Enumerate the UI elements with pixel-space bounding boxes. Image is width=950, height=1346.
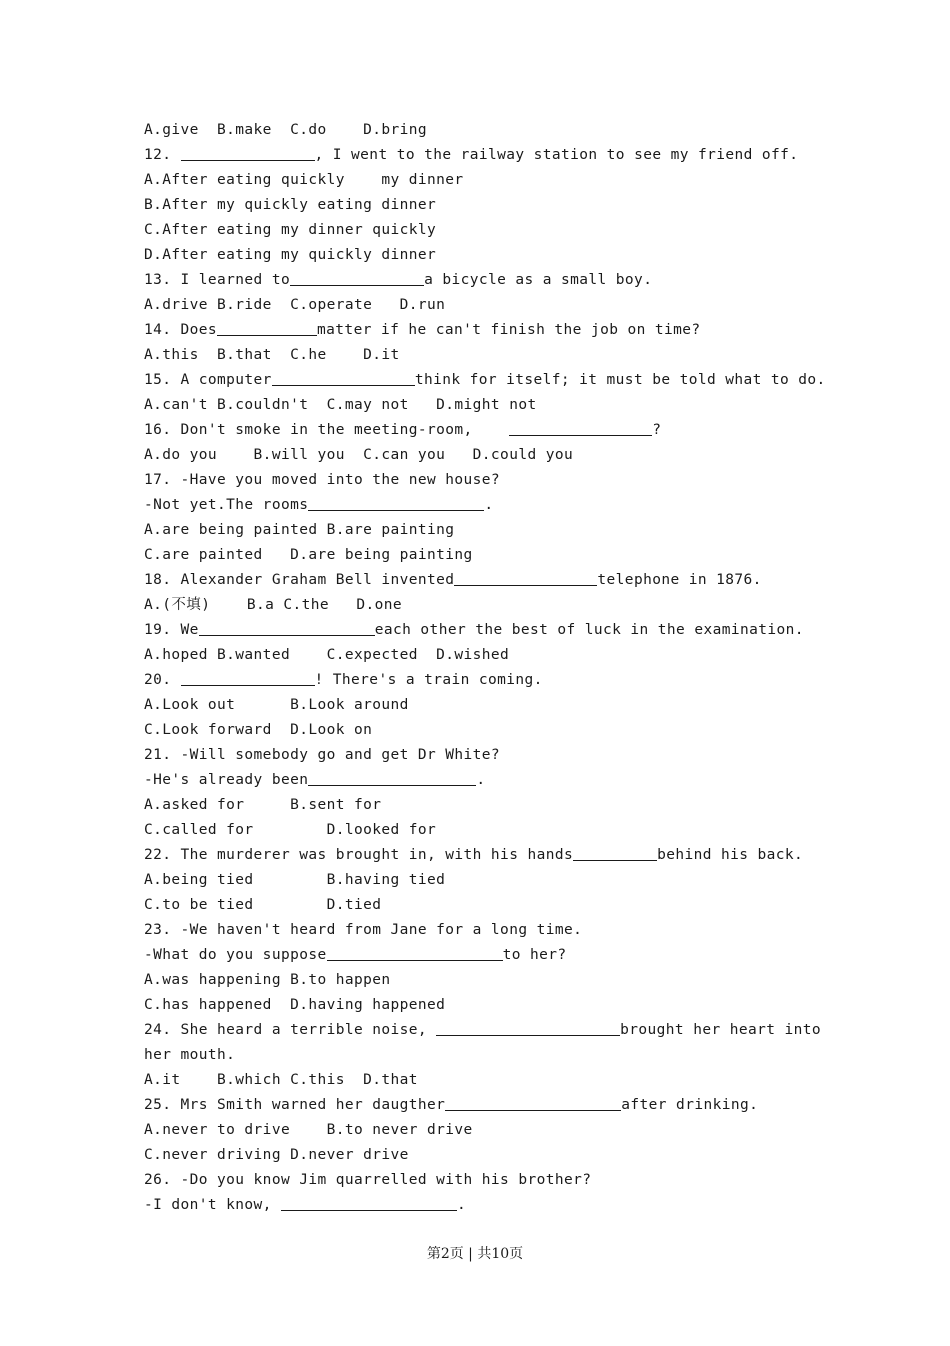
line-text-after-blank: matter if he can't finish the job on time?: [317, 322, 701, 338]
line-text: 18. Alexander Graham Bell invented: [144, 572, 455, 588]
answer-blank: [573, 844, 657, 861]
line-text: A.are being painted B.are painting: [144, 522, 455, 538]
answer-blank: [454, 569, 597, 586]
answer-blank: [217, 319, 317, 336]
line-text: A.hoped B.wanted C.expected D.wished: [144, 647, 510, 663]
text-line: [144, 543, 804, 568]
text-line: [144, 318, 804, 343]
text-line: [144, 1118, 804, 1143]
text-line: [144, 718, 804, 743]
text-line: [144, 418, 804, 443]
line-text-after-blank: think for itself; it must be told what to do.: [414, 372, 826, 388]
text-line: [144, 1093, 804, 1118]
text-line: [144, 918, 804, 943]
text-line: [144, 968, 804, 993]
answer-blank: [181, 669, 315, 686]
text-line: [144, 343, 804, 368]
line-text: 20.: [144, 672, 181, 688]
line-text-after-blank: .: [456, 1197, 467, 1213]
text-line: [144, 868, 804, 893]
line-text: 15. A computer: [144, 372, 272, 388]
line-text: 21. -Will somebody go and get Dr White?: [144, 747, 501, 763]
answer-blank: [509, 419, 652, 436]
text-line: [144, 168, 804, 193]
line-text: her mouth.: [144, 1047, 236, 1063]
text-line: [144, 1143, 804, 1168]
text-line: [144, 668, 804, 693]
answer-blank: [199, 619, 375, 636]
text-line: [144, 493, 804, 518]
text-line: [144, 793, 804, 818]
text-line: [144, 843, 804, 868]
line-text-after-blank: ?: [652, 422, 662, 438]
line-text: A.After eating quickly my dinner: [144, 172, 464, 188]
page-footer: 第2页 | 共10页: [426, 1246, 524, 1262]
line-text: 14. Does: [144, 322, 218, 338]
text-line: [144, 1018, 822, 1043]
answer-blank: [445, 1094, 621, 1111]
line-text-after-blank: brought her heart into: [620, 1022, 822, 1038]
line-text: 23. -We haven't heard from Jane for a long time.: [144, 922, 583, 938]
text-line: [144, 218, 804, 243]
text-line: [144, 893, 804, 918]
line-text: 22. The murderer was brought in, with his hands: [144, 847, 574, 863]
text-line: [144, 143, 804, 168]
answer-blank: [308, 494, 484, 511]
answer-blank: [308, 769, 476, 786]
text-line: [144, 1043, 804, 1068]
line-text: 19. We: [144, 622, 199, 638]
line-text: A.asked for B.sent for: [144, 797, 382, 813]
line-text: A.can't B.couldn't C.may not D.might not: [144, 397, 537, 413]
line-text: 16. Don't smoke in the meeting-room,: [144, 422, 510, 438]
line-text: 24. She heard a terrible noise,: [144, 1022, 437, 1038]
text-line: [144, 268, 804, 293]
line-text: C.never driving D.never drive: [144, 1147, 409, 1163]
answer-blank: [272, 369, 415, 386]
line-text: A.do you B.will you C.can you D.could you: [144, 447, 574, 463]
line-text: C.to be tied D.tied: [144, 897, 382, 913]
line-text-after-blank: ! There's a train coming.: [314, 672, 543, 688]
line-text: C.After eating my dinner quickly: [144, 222, 437, 238]
answer-blank: [436, 1019, 620, 1036]
line-text: D.After eating my quickly dinner: [144, 247, 437, 263]
line-text-after-blank: telephone in 1876.: [597, 572, 762, 588]
text-line: [144, 518, 804, 543]
line-text: C.has happened D.having happened: [144, 997, 446, 1013]
line-text: B.After my quickly eating dinner: [144, 197, 437, 213]
text-line: [144, 1068, 804, 1093]
line-text: -Not yet.The rooms: [144, 497, 309, 513]
line-text-after-blank: each other the best of luck in the examination.: [374, 622, 804, 638]
line-text: A.drive B.ride C.operate D.run: [144, 297, 446, 313]
line-text: 12.: [144, 147, 181, 163]
text-line: [144, 1168, 804, 1193]
line-text-after-blank: behind his back.: [657, 847, 804, 863]
text-line: [144, 993, 804, 1018]
answer-blank: [281, 1194, 457, 1211]
text-line: [144, 243, 804, 268]
line-text: A.Look out B.Look around: [144, 697, 409, 713]
text-line: [144, 193, 804, 218]
line-text: 17. -Have you moved into the new house?: [144, 472, 501, 488]
text-line: [144, 818, 804, 843]
line-text-after-blank: .: [484, 497, 494, 513]
line-text-after-blank: .: [476, 772, 486, 788]
text-line: [144, 568, 804, 593]
text-line: [144, 368, 826, 393]
text-line: [144, 693, 804, 718]
line-text: -He's already been: [144, 772, 309, 788]
answer-blank: [181, 144, 315, 161]
text-line: [144, 1193, 804, 1218]
line-text: -What do you suppose: [144, 947, 327, 963]
line-text: C.called for D.looked for: [144, 822, 437, 838]
line-text-after-blank: after drinking.: [621, 1097, 759, 1113]
text-line: [144, 293, 804, 318]
line-text: A.never to drive B.to never drive: [144, 1122, 473, 1138]
text-line: [144, 743, 804, 768]
line-text: A.being tied B.having tied: [144, 872, 446, 888]
text-line: [144, 768, 804, 793]
text-line: [144, 118, 804, 143]
text-line: [144, 468, 804, 493]
line-text: 26. -Do you know Jim quarrelled with his brother?: [144, 1172, 592, 1188]
text-line: [144, 943, 804, 968]
text-line: [144, 443, 804, 468]
line-text: C.are painted D.are being painting: [144, 547, 473, 563]
line-text-after-blank: , I went to the railway station to see my friend off.: [314, 147, 799, 163]
line-text: 25. Mrs Smith warned her daugther: [144, 1097, 446, 1113]
line-text: A.it B.which C.this D.that: [144, 1072, 418, 1088]
line-text-after-blank: a bicycle as a small boy.: [424, 272, 653, 288]
line-text: A.was happening B.to happen: [144, 972, 391, 988]
line-text: A.this B.that C.he D.it: [144, 347, 400, 363]
line-text: A.(不填) B.a C.the D.one: [144, 597, 403, 613]
line-text: -I don't know,: [144, 1197, 281, 1213]
text-line: [144, 643, 804, 668]
line-text: C.Look forward D.Look on: [144, 722, 373, 738]
line-text: A.give B.make C.do D.bring: [144, 122, 428, 138]
line-text: 13. I learned to: [144, 272, 291, 288]
text-line: [144, 393, 804, 418]
answer-blank: [327, 944, 503, 961]
question-body: [144, 118, 826, 1218]
text-line: [144, 618, 804, 643]
text-line: [144, 593, 804, 618]
answer-blank: [290, 269, 424, 286]
line-text-after-blank: to her?: [502, 947, 567, 963]
